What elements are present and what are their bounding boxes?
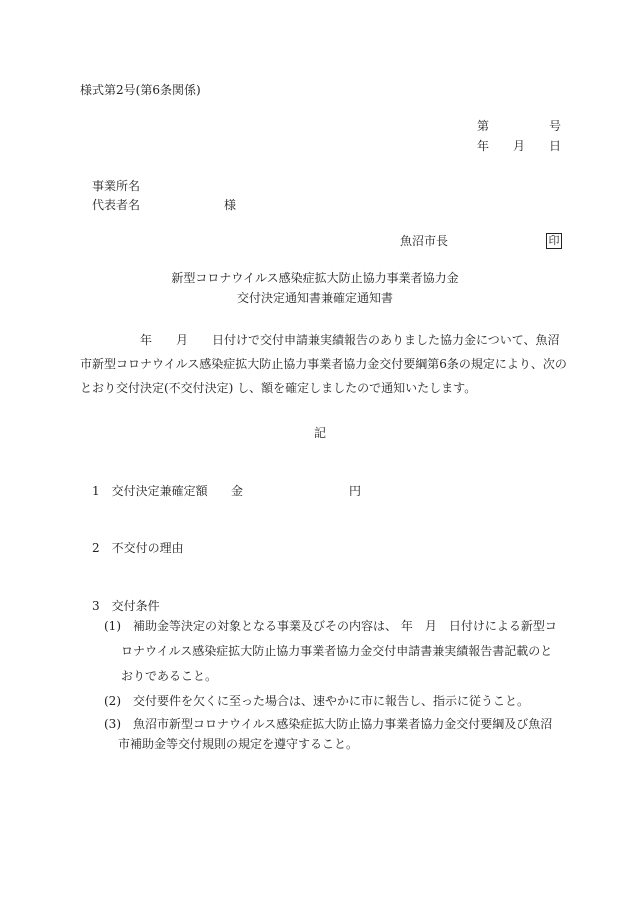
representative-label: 代表者名 [92,198,141,212]
doc-number-label: 第 [477,119,490,133]
seal-box: 印 [546,233,562,249]
condition-1-num: (1) [104,619,121,633]
notice-body [80,328,567,400]
condition-2-num: (2) [104,694,121,708]
item-2-label: 2 不交付の理由 [92,541,184,555]
issuer-name: 魚沼市長 [400,234,449,248]
condition-2-line-1: 交付要件を欠くに至った場合は、速やかに市に報告し、指示に従うこと。 [133,694,530,708]
item-3-label: 3 交付条件 [92,599,160,613]
date-month-label: 月 [513,139,526,153]
form-id: 様式第2号(第6条関係) [80,83,201,97]
doc-number-suffix: 号 [549,119,562,133]
date-year-label: 年 [477,139,490,153]
date-day-label: 日 [549,139,562,153]
amount-unit: 円 [349,484,362,498]
condition-3-line-2: 市補助金等交付規則の規定を遵守すること。 [118,737,359,751]
honorific: 様 [224,198,237,212]
body-line-2: 市新型コロナウイルス感染症拡大防止協力事業者協力金交付要綱第6条の規定により、次の [80,357,567,371]
body-line-3: とおり交付決定(不交付決定) し、額を確定しましたので通知いたします。 [80,381,477,395]
condition-3-num: (3) [104,717,121,731]
condition-1-line-2: ロナウイルス感染症拡大防止協力事業者協力金交付申請書兼実績報告書記載のと [121,644,553,658]
condition-3-line-1: 魚沼市新型コロナウイルス感染症拡大防止協力事業者協力金交付要綱及び魚沼 [133,717,553,731]
amount-prefix: 金 [231,484,244,498]
item-1-label: 1 交付決定兼確定額 [92,484,208,498]
condition-1-line-3: おりであること。 [121,669,218,683]
office-name-label: 事業所名 [92,179,141,193]
body-line-1: 年 月 日付けで交付申請兼実績報告のありました協力金について、魚沼 [140,333,560,347]
title-line-1: 新型コロナウイルス感染症拡大防止協力事業者協力金 [171,271,459,285]
ki-heading: 記 [314,426,327,440]
title-line-2: 交付決定通知書兼確定通知書 [236,291,393,305]
condition-1-line-1: 補助金等決定の対象となる事業及びその内容は、 年 月 日付けによる新型コ [133,619,557,633]
